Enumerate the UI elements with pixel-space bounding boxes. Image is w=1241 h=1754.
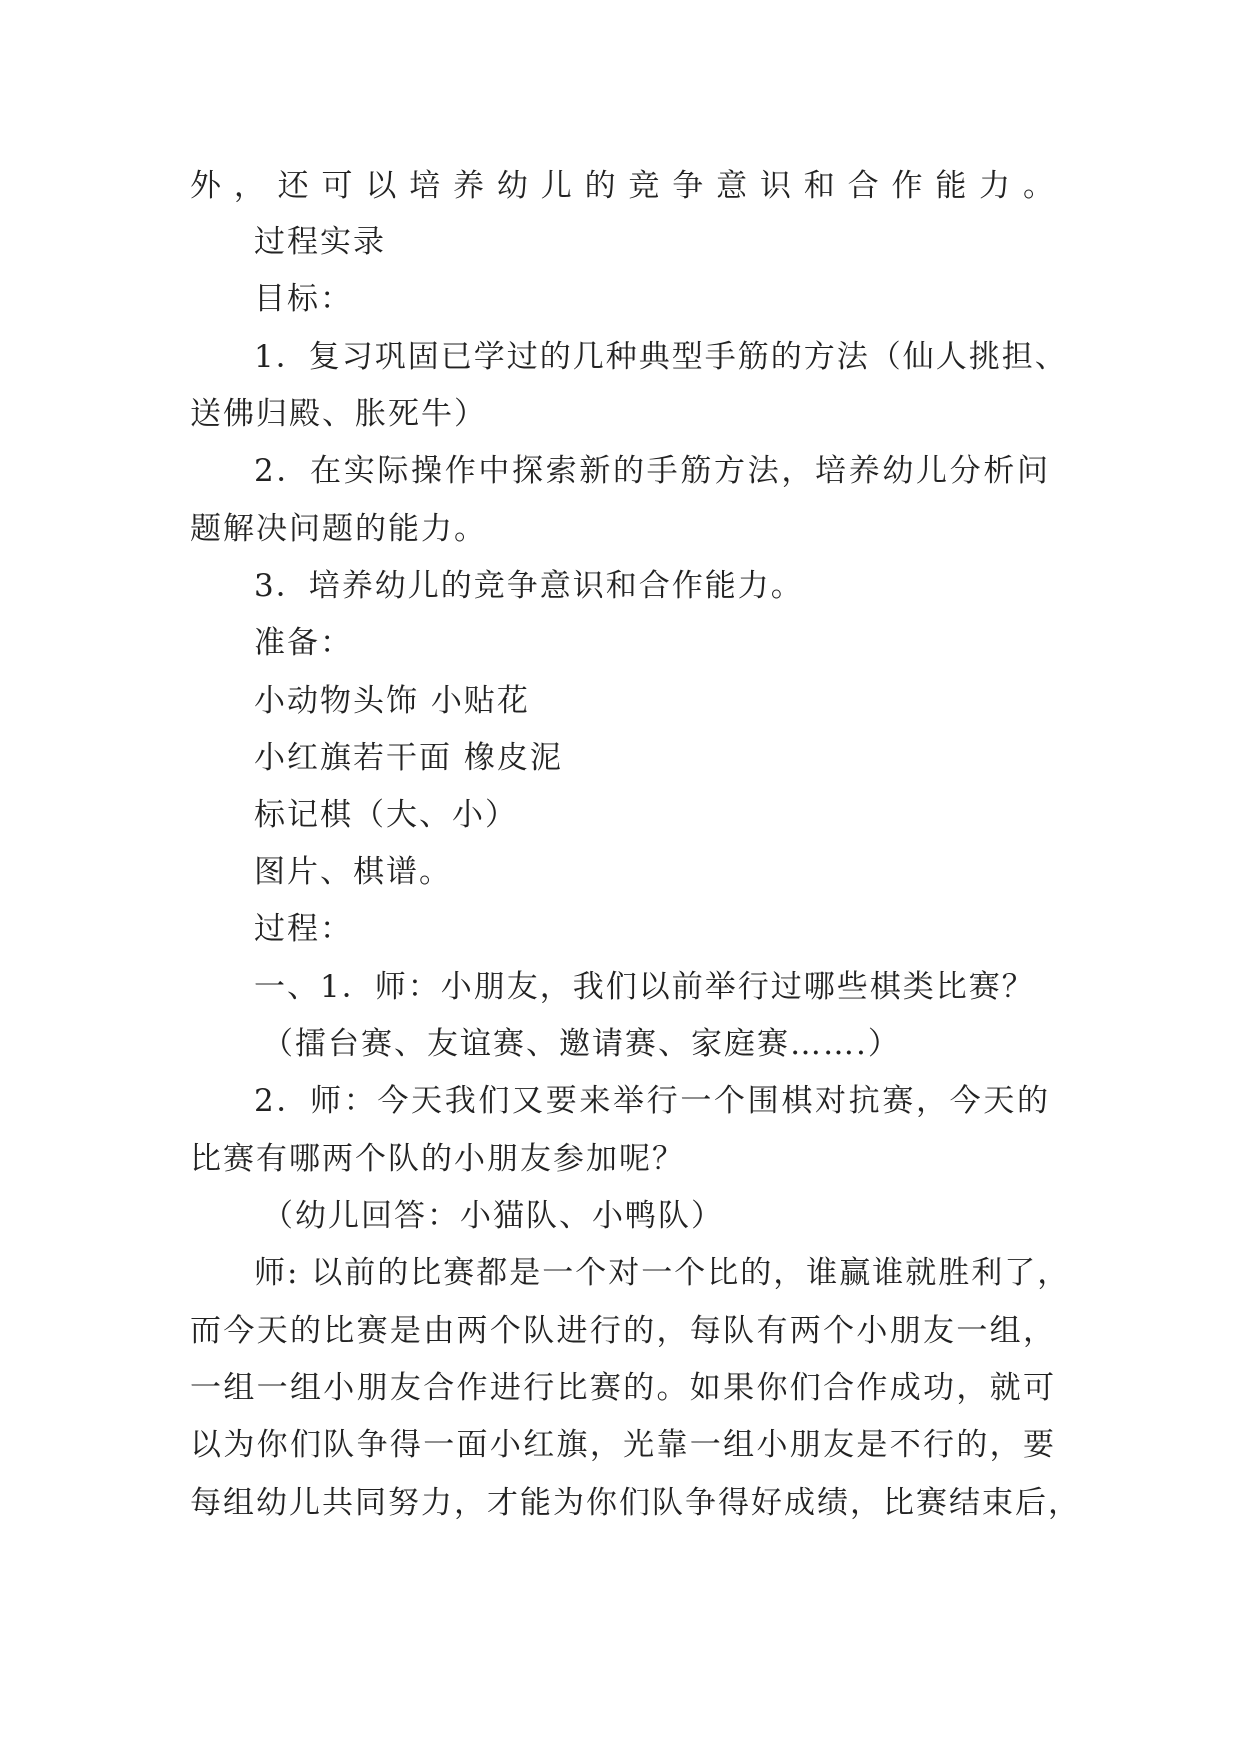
paragraph-line: 1．复习巩固已学过的几种典型手筋的方法（仙人挑担、 [254, 339, 1068, 375]
list-item: 标记棋（大、小） [254, 797, 518, 833]
section-heading: 准备： [254, 625, 353, 661]
paragraph-line: 3．培养幼儿的竞争意识和合作能力。 [254, 568, 804, 604]
paragraph-line: 题解决问题的能力。 [190, 511, 487, 547]
paragraph-line: 送佛归殿、胀死牛） [190, 396, 487, 432]
list-item: 图片、棋谱。 [254, 854, 452, 890]
paragraph-line: 而今天的比赛是由两个队进行的，每队有两个小朋友一组， [190, 1313, 1056, 1349]
paragraph-line: 2．在实际操作中探索新的手筋方法，培养幼儿分析问 [254, 453, 1050, 489]
section-heading: 过程： [254, 911, 353, 947]
list-item: 小动物头饰 小贴花 [254, 683, 530, 719]
section-heading: 过程实录 [254, 224, 386, 260]
section-heading: 目标： [254, 281, 353, 317]
paragraph-line: 师: 以前的比赛都是一个对一个比的，谁赢谁就胜利了， [254, 1255, 1071, 1291]
paragraph-line: 每组幼儿共同努力，才能为你们队争得好成绩，比赛结束后， [190, 1485, 1081, 1521]
paragraph-line: （幼儿回答：小猫队、小鸭队） [262, 1198, 724, 1234]
paragraph-line: 一组一组小朋友合作进行比赛的。如果你们合作成功，就可 [190, 1370, 1056, 1406]
paragraph-line: 2．师：今天我们又要来举行一个围棋对抗赛，今天的 [254, 1083, 1050, 1119]
paragraph-line: 比赛有哪两个队的小朋友参加呢？ [190, 1141, 685, 1177]
paragraph-line: 以为你们队争得一面小红旗，光靠一组小朋友是不行的，要 [190, 1427, 1056, 1463]
paragraph-line: （擂台赛、友谊赛、邀请赛、家庭赛…….） [262, 1026, 901, 1062]
list-item: 小红旗若干面 橡皮泥 [254, 740, 563, 776]
paragraph-line: 一、1．师：小朋友，我们以前举行过哪些棋类比赛？ [254, 969, 1035, 1005]
paragraph-line: 外，还可以培养幼儿的竞争意识和合作能力。 [190, 168, 1056, 204]
